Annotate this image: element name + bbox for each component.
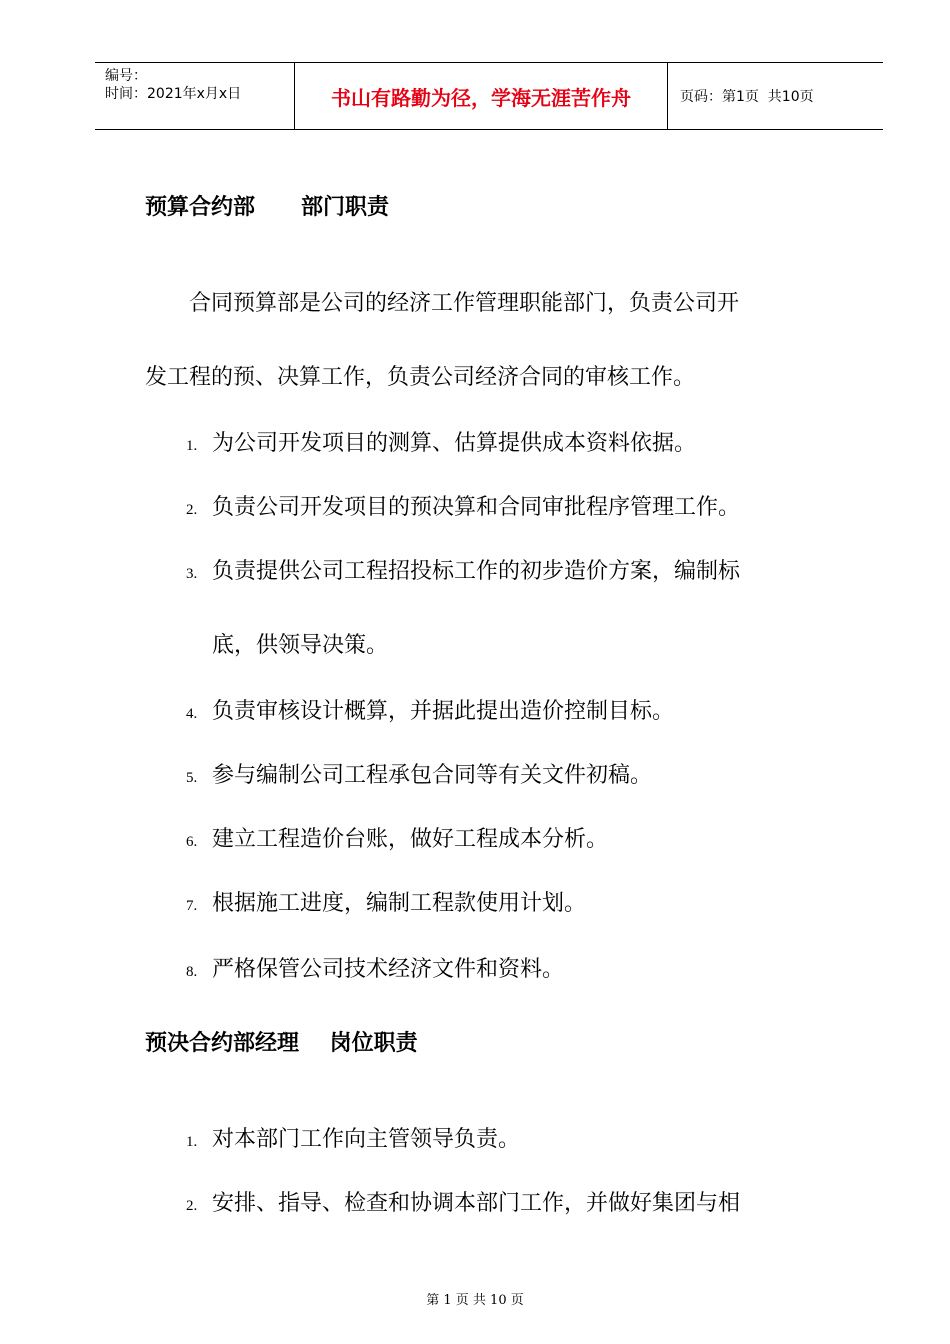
list-item-text: 负责审核设计概算，并据此提出造价控制目标。 [212,699,675,724]
list-item-text: 参与编制公司工程承包合同等有关文件初稿。 [212,763,653,788]
list-item-number: 6. [186,834,198,850]
section-title-department-duties: 预算合约部 部门职责 [145,195,389,220]
header-meta-cell [95,63,295,129]
list-item [186,758,652,789]
list-item-text: 根据施工进度，编制工程款使用计划。 [212,891,587,916]
intro-line-1: 合同预算部是公司的经济工作管理职能部门，负责公司开 [189,291,740,316]
list-item [186,554,740,585]
list-item-number: 5. [186,770,198,786]
list-item-text: 严格保管公司技术经济文件和资料。 [212,957,565,982]
list-item-text: 安排、指导、检查和协调本部门工作，并做好集团与相 [212,1191,741,1216]
document-header [95,62,883,130]
list-item-number: 7. [186,898,198,914]
serial-number-label: 编号： [105,68,147,84]
header-page-info-cell [668,63,883,129]
list-item [186,1186,740,1217]
list-item-number: 2. [186,1198,198,1214]
intro-line-2: 发工程的预、决算工作，负责公司经济合同的审核工作。 [145,365,696,390]
list-item-number: 4. [186,706,198,722]
list-item-text: 建立工程造价台账，做好工程成本分析。 [212,827,609,852]
list-item [186,426,696,457]
section-title-manager-duties: 预决合约部经理 岗位职责 [145,1031,418,1056]
list-item-number: 1. [186,438,198,454]
list-item-number: 1. [186,1134,198,1150]
list-item [186,1122,520,1153]
list-item-text: 为公司开发项目的测算、估算提供成本资料依据。 [212,431,697,456]
list-item-text: 负责公司开发项目的预决算和合同审批程序管理工作。 [212,495,741,520]
header-motto: 书山有路勤为径，学海无涯苦作舟 [295,63,668,129]
page-footer: 第 1 页 共 10 页 [426,1293,524,1308]
list-item [186,886,586,917]
list-item-text: 负责提供公司工程招投标工作的初步造价方案，编制标 [212,559,741,584]
list-item [186,694,674,725]
list-item-number: 2. [186,502,198,518]
list-item [186,490,740,521]
list-item-continuation: 底，供领导决策。 [212,633,389,658]
list-item-text: 对本部门工作向主管领导负责。 [212,1127,521,1152]
list-item [186,822,608,853]
list-item [186,952,564,983]
list-item-number: 3. [186,566,198,582]
header-page-info: 页码：第1页 共10页 [680,89,814,105]
list-item-number: 8. [186,964,198,980]
time-label: 时间：2021年x月x日 [105,86,242,102]
